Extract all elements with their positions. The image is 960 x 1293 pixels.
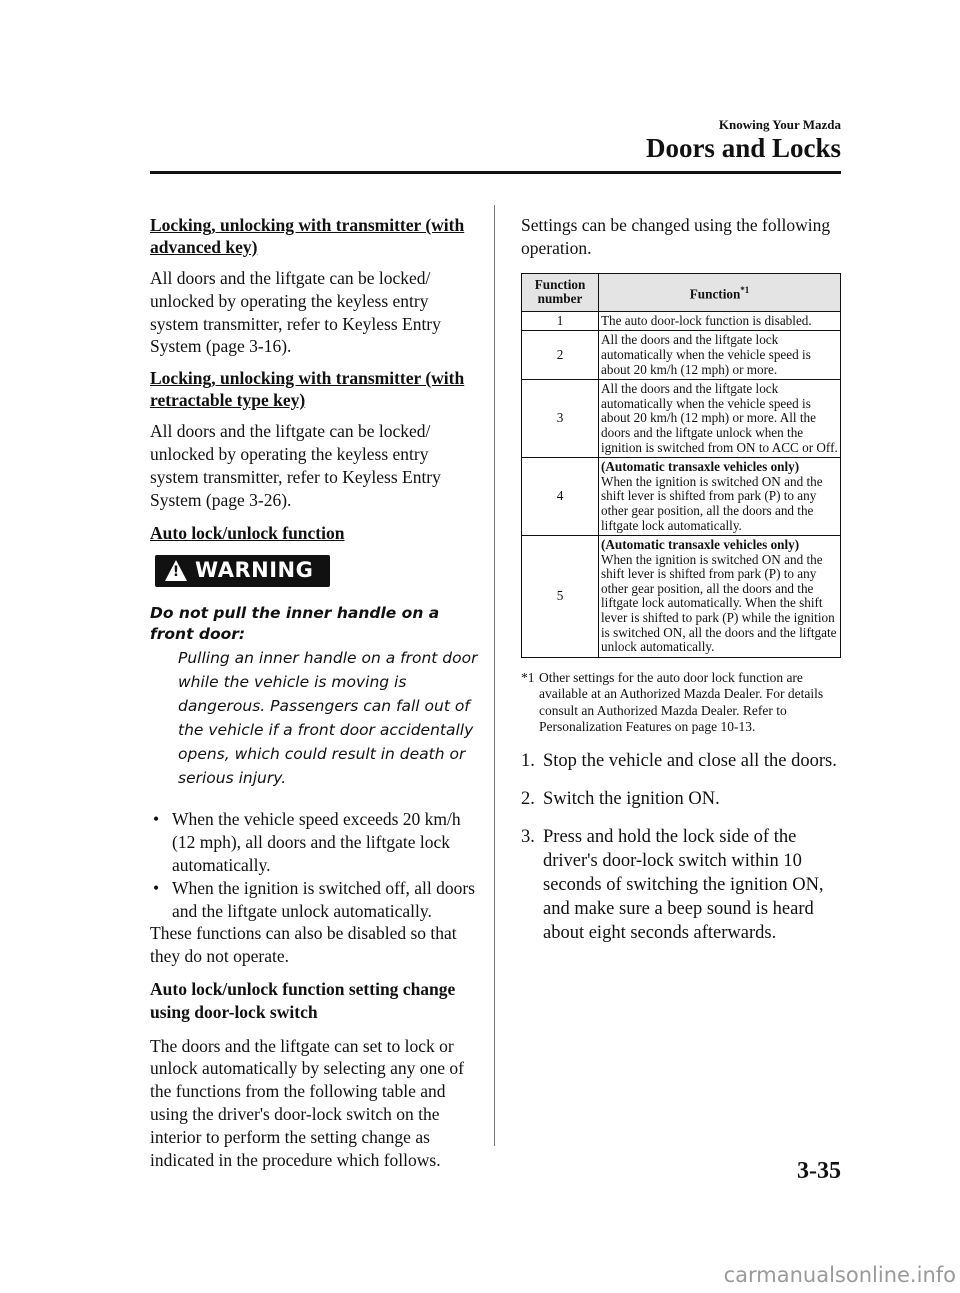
function-number: 1 [522, 311, 599, 331]
list-item [150, 877, 480, 923]
function-number: 4 [522, 458, 599, 536]
table-header-number: Function number [522, 273, 599, 311]
step-text: Press and hold the lock side of the driver's door-lock switch within 10 seconds of switching the ignition ON, and make sure a beep sound is heard about eight seconds afterwards. [543, 827, 824, 944]
function-text: When the ignition is switched ON and the shift lever is shifted from park (P) to any other gear position, all the doors and the liftgate lock automatically. When the shift lever is shifted to park (P) while the ignition is switched ON, all the doors and the liftgate unlock automatically. [601, 551, 837, 655]
right-column [521, 214, 841, 945]
function-number: 5 [522, 536, 599, 658]
bullet-icon: • [153, 809, 160, 830]
header-section-label: Knowing Your Mazda [718, 117, 841, 132]
table-header-function-label: Function [689, 286, 741, 302]
left-column [150, 214, 480, 1171]
table-row [522, 311, 841, 331]
subheading-advanced-key: Locking, unlocking with transmitter (with advanced key) [150, 215, 465, 257]
function-number: 3 [522, 380, 599, 458]
table-header-function [599, 273, 841, 311]
table-row [522, 331, 841, 380]
function-text: All the doors and the liftgate lock automatically when the vehicle speed is about 20 km/h (12 mph) or more. [601, 332, 811, 377]
table-row [522, 536, 841, 658]
step-text: Stop the vehicle and close all the doors. [543, 751, 837, 772]
function-table [521, 273, 841, 658]
page-number: 3-35 [797, 1158, 841, 1184]
bullet-text: When the ignition is switched off, all doors and the liftgate unlock automatically. [172, 877, 475, 921]
exclamation-icon: ! [172, 564, 180, 581]
warning-banner [155, 555, 330, 587]
list-item [150, 808, 480, 876]
function-description [599, 380, 841, 458]
table-row [522, 458, 841, 536]
step-number: 2. [521, 789, 535, 810]
paragraph-advanced-key: All doors and the liftgate can be locked/ unlocked by operating the keyless entry system transmitter, refer to Keyless Entry System (page 3-16). [150, 268, 441, 357]
list-item [521, 749, 841, 773]
step-number: 3. [521, 827, 535, 848]
warning-title: Do not pull the inner handle on a front door: [150, 604, 440, 644]
paragraph-settings-intro: Settings can be changed using the following operation. [521, 215, 831, 258]
heading-setting-change: Auto lock/unlock function setting change using door-lock switch [150, 978, 456, 1022]
bullet-icon: • [153, 877, 160, 898]
function-condition: (Automatic transaxle vehicles only) [601, 537, 800, 553]
function-description [599, 536, 841, 658]
step-text: Switch the ignition ON. [543, 789, 720, 810]
footnote-text: Other settings for the auto door lock function are available at an Authorized Mazda Dealer. For details consult an Authorized Mazda Dealer. Refer to Personalization Features on page 10-13. [539, 669, 824, 735]
list-item [521, 825, 841, 945]
subheading-retractable-key: Locking, unlocking with transmitter (with retractable type key) [150, 368, 465, 411]
footnote [521, 670, 841, 736]
paragraph-retractable-key: All doors and the liftgate can be locked/ unlocked by operating the keyless entry system transmitter, refer to Keyless Entry System (page 3-26). [150, 421, 441, 510]
procedure-steps [521, 749, 841, 945]
warning-label: WARNING [195, 558, 314, 583]
page-title: Doors and Locks [645, 133, 841, 163]
step-number: 1. [521, 751, 535, 772]
table-header-row [522, 273, 841, 311]
function-text: All the doors and the liftgate lock automatically when the vehicle speed is about 20 km/h (12 mph) or more. All the doors and the liftgate unlock when the ignition is switched from ON to ACC or Off. [601, 381, 838, 455]
function-condition: (Automatic transaxle vehicles only) [601, 459, 800, 475]
function-description [599, 331, 841, 380]
subheading-auto-lock: Auto lock/unlock function [150, 523, 345, 544]
paragraph-disable: These functions can also be disabled so that they do not operate. [150, 923, 457, 967]
function-number: 2 [522, 331, 599, 380]
column-divider [494, 205, 495, 1146]
footnote-mark: *1 [521, 669, 535, 685]
paragraph-setting-change: The doors and the liftgate can set to lock or unlock automatically by selecting any one of the functions from the following table and using the driver's door-lock switch on the interior to perform the setting change as indicated in the procedure which follows. [150, 1035, 464, 1170]
watermark: carmanualsonline.info [723, 1263, 956, 1287]
warning-body: Pulling an inner handle on a front door while the vehicle is moving is dangerous. Passengers can fall out of the vehicle if a front door accidentally opens, which could result in death or serious injury. [178, 649, 478, 788]
list-item [521, 787, 841, 811]
table-row [522, 380, 841, 458]
function-text: The auto door-lock function is disabled. [601, 312, 812, 328]
bullet-text: When the vehicle speed exceeds 20 km/h (12 mph), all doors and the liftgate lock automatically. [172, 809, 461, 875]
function-description [599, 458, 841, 536]
function-text: When the ignition is switched ON and the shift lever is shifted from park (P) to any other gear position, all the doors and the liftgate lock automatically. [601, 473, 823, 533]
header-rule [150, 171, 841, 174]
function-description [599, 311, 841, 331]
bullet-list [150, 808, 480, 922]
footnote-reference: *1 [740, 284, 750, 295]
